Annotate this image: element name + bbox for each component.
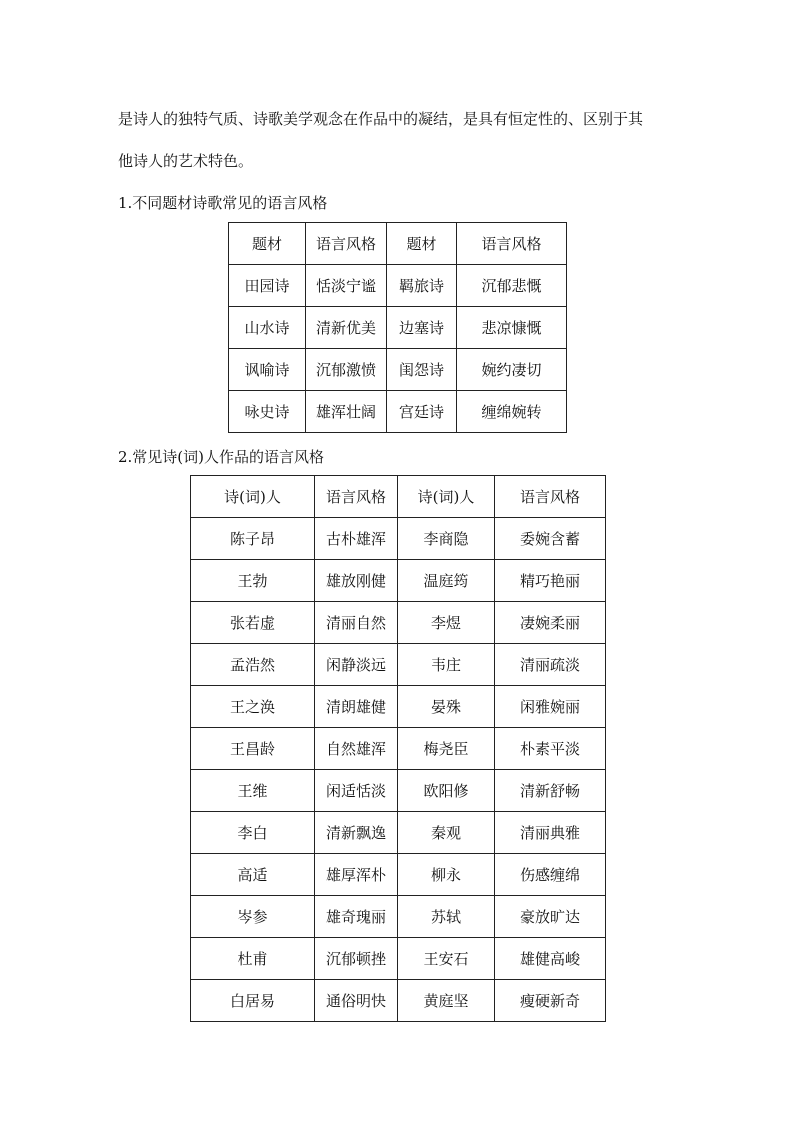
table-row [191, 770, 606, 812]
poet-table-cell: 杜甫 [191, 938, 315, 980]
table-row [229, 391, 567, 433]
table-row [191, 896, 606, 938]
poet-table-cell: 王维 [191, 770, 315, 812]
poet-table-cell: 雄健高峻 [495, 938, 606, 980]
section2-heading: 2.常见诗(词)人作品的语言风格 [118, 448, 325, 466]
poet-table-cell: 通俗明快 [315, 980, 398, 1022]
poet-table-cell: 闲静淡远 [315, 644, 398, 686]
theme-table-cell: 清新优美 [306, 307, 387, 349]
theme-table-cell: 雄浑壮阔 [306, 391, 387, 433]
table-row [191, 560, 606, 602]
poet-table-cell: 瘦硬新奇 [495, 980, 606, 1022]
poet-table-cell: 秦观 [398, 812, 495, 854]
theme-style-table [228, 222, 567, 433]
intro-line-2: 他诗人的艺术特色。 [118, 152, 254, 170]
poet-table-cell: 雄放刚健 [315, 560, 398, 602]
poet-table-cell: 白居易 [191, 980, 315, 1022]
poet-table-cell: 豪放旷达 [495, 896, 606, 938]
poet-table-cell: 温庭筠 [398, 560, 495, 602]
poet-table-header-cell: 诗(词)人 [191, 476, 315, 518]
poet-table-cell: 欧阳修 [398, 770, 495, 812]
poet-table-cell: 陈子昂 [191, 518, 315, 560]
theme-table-cell: 山水诗 [229, 307, 306, 349]
theme-table-header-cell: 题材 [229, 223, 306, 265]
theme-table-cell: 婉约凄切 [457, 349, 567, 391]
poet-table-cell: 柳永 [398, 854, 495, 896]
poet-table-cell: 黄庭坚 [398, 980, 495, 1022]
poet-table-cell: 高适 [191, 854, 315, 896]
table-row [191, 518, 606, 560]
poet-table-cell: 王昌龄 [191, 728, 315, 770]
table-row [191, 602, 606, 644]
theme-table-header-cell: 语言风格 [306, 223, 387, 265]
poet-table-cell: 闲适恬淡 [315, 770, 398, 812]
poet-table-cell: 伤感缠绵 [495, 854, 606, 896]
poet-table-cell: 清丽典雅 [495, 812, 606, 854]
poet-table-header-row [191, 476, 606, 518]
table-row [229, 349, 567, 391]
poet-table-cell: 精巧艳丽 [495, 560, 606, 602]
poet-table-cell: 清朗雄健 [315, 686, 398, 728]
theme-table-header-cell: 题材 [387, 223, 457, 265]
theme-table-cell: 沉郁悲慨 [457, 265, 567, 307]
theme-table-cell: 讽喻诗 [229, 349, 306, 391]
poet-table-cell: 王勃 [191, 560, 315, 602]
poet-table-cell: 梅尧臣 [398, 728, 495, 770]
poet-table-cell: 雄厚浑朴 [315, 854, 398, 896]
poet-style-table [190, 475, 606, 1022]
poet-table-cell: 王之涣 [191, 686, 315, 728]
theme-table-cell: 恬淡宁谧 [306, 265, 387, 307]
poet-table-cell: 闲雅婉丽 [495, 686, 606, 728]
poet-table-cell: 古朴雄浑 [315, 518, 398, 560]
theme-table-cell: 沉郁激愤 [306, 349, 387, 391]
poet-table-header-cell: 诗(词)人 [398, 476, 495, 518]
table-row [191, 728, 606, 770]
poet-table-cell: 清新舒畅 [495, 770, 606, 812]
poet-table-header-cell: 语言风格 [495, 476, 606, 518]
section1-heading: 1.不同题材诗歌常见的语言风格 [118, 194, 328, 212]
poet-table-cell: 凄婉柔丽 [495, 602, 606, 644]
poet-table-cell: 朴素平淡 [495, 728, 606, 770]
poet-table-cell: 自然雄浑 [315, 728, 398, 770]
poet-table-cell: 沉郁顿挫 [315, 938, 398, 980]
poet-table-cell: 清丽疏淡 [495, 644, 606, 686]
poet-table-cell: 李商隐 [398, 518, 495, 560]
theme-table-cell: 边塞诗 [387, 307, 457, 349]
table-row [191, 980, 606, 1022]
table-row [229, 265, 567, 307]
theme-table-cell: 田园诗 [229, 265, 306, 307]
theme-table-header-row [229, 223, 567, 265]
intro-line-1: 是诗人的独特气质、诗歌美学观念在作品中的凝结，是具有恒定性的、区别于其 [118, 110, 644, 128]
poet-table-cell: 委婉含蓄 [495, 518, 606, 560]
theme-table-cell: 咏史诗 [229, 391, 306, 433]
table-row [191, 854, 606, 896]
theme-table-header-cell: 语言风格 [457, 223, 567, 265]
poet-table-cell: 岑参 [191, 896, 315, 938]
theme-table-cell: 羁旅诗 [387, 265, 457, 307]
theme-table-cell: 宫廷诗 [387, 391, 457, 433]
poet-table-cell: 晏殊 [398, 686, 495, 728]
theme-table-cell: 悲凉慷慨 [457, 307, 567, 349]
poet-table-cell: 清新飘逸 [315, 812, 398, 854]
poet-table-cell: 清丽自然 [315, 602, 398, 644]
table-row [191, 812, 606, 854]
table-row [191, 686, 606, 728]
poet-table-cell: 王安石 [398, 938, 495, 980]
theme-table-cell: 闺怨诗 [387, 349, 457, 391]
poet-table-cell: 孟浩然 [191, 644, 315, 686]
table-row [191, 938, 606, 980]
poet-table-cell: 李煜 [398, 602, 495, 644]
poet-table-cell: 张若虚 [191, 602, 315, 644]
poet-table-header-cell: 语言风格 [315, 476, 398, 518]
table-row [191, 644, 606, 686]
poet-table-cell: 韦庄 [398, 644, 495, 686]
poet-table-cell: 李白 [191, 812, 315, 854]
table-row [229, 307, 567, 349]
theme-table-cell: 缠绵婉转 [457, 391, 567, 433]
poet-table-cell: 苏轼 [398, 896, 495, 938]
poet-table-cell: 雄奇瑰丽 [315, 896, 398, 938]
